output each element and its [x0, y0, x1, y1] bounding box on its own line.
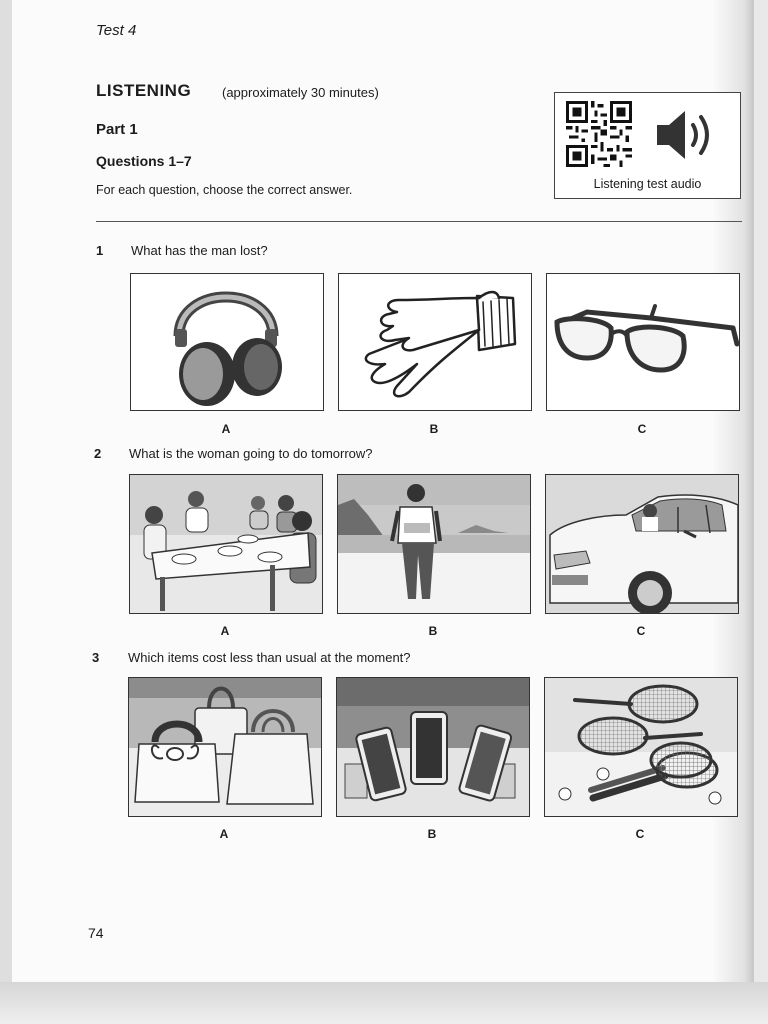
question-number: 2: [94, 446, 102, 461]
duration-note: (approximately 30 minutes): [222, 85, 379, 100]
part-title: Part 1: [96, 121, 138, 138]
page-bottom-edge: [0, 982, 768, 1024]
option-label: C: [635, 827, 645, 841]
tennis-rackets-picture[interactable]: [544, 677, 738, 817]
question-text: Which items cost less than usual at the moment?: [128, 650, 411, 665]
page-number: 74: [88, 925, 104, 941]
divider: [96, 221, 742, 222]
speaker-icon[interactable]: [655, 107, 717, 163]
question-text: What is the woman going to do tomorrow?: [129, 446, 373, 461]
beach-walk-picture[interactable]: [337, 474, 531, 614]
option-label: B: [427, 827, 437, 841]
glasses-picture[interactable]: [546, 273, 740, 411]
driving-car-picture[interactable]: [545, 474, 739, 614]
family-dinner-picture[interactable]: [129, 474, 323, 614]
option-label: B: [428, 624, 438, 638]
exam-page: [12, 0, 754, 982]
option-label: C: [636, 624, 646, 638]
questions-range: Questions 1–7: [96, 153, 192, 169]
option-label: A: [219, 827, 229, 841]
question-number: 1: [96, 243, 104, 258]
option-label: C: [637, 422, 647, 436]
option-label: A: [220, 624, 230, 638]
instruction-text: For each question, choose the correct answer.: [96, 183, 353, 197]
option-label: A: [221, 422, 231, 436]
audio-box[interactable]: [554, 92, 741, 199]
smartphones-picture[interactable]: [336, 677, 530, 817]
qr-code[interactable]: [564, 101, 634, 167]
section-title: LISTENING: [96, 81, 192, 100]
question-text: What has the man lost?: [131, 243, 268, 258]
page-binding-edge: [0, 0, 12, 982]
headphones-picture[interactable]: [130, 273, 324, 411]
audio-caption: Listening test audio: [593, 177, 702, 191]
test-label: Test 4: [96, 22, 137, 39]
gloves-picture[interactable]: [338, 273, 532, 411]
question-number: 3: [92, 650, 100, 665]
option-label: B: [429, 422, 439, 436]
handbags-picture[interactable]: [128, 677, 322, 817]
